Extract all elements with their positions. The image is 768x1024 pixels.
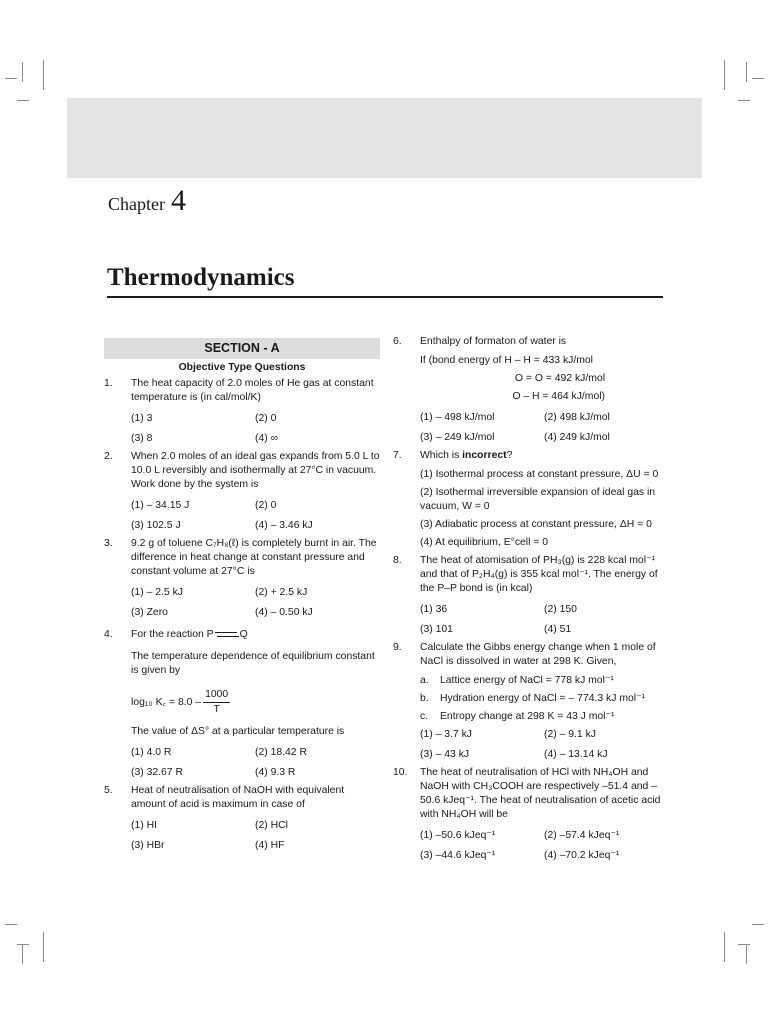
option: (4) ∞ <box>255 433 278 444</box>
crop-mark <box>17 944 29 945</box>
option: (2) 498 kJ/mol <box>544 412 610 423</box>
option: (4) –70.2 kJeq⁻¹ <box>544 850 620 861</box>
option: (1) – 3.7 kJ <box>420 729 472 740</box>
option: (1) HI <box>131 820 157 831</box>
option: (1) – 34.15 J <box>131 500 190 511</box>
crop-mark <box>43 60 44 90</box>
given-list <box>420 674 663 724</box>
item-letter: b. <box>420 693 429 704</box>
options <box>420 728 663 762</box>
question-number: 9. <box>393 642 402 653</box>
bond-energy-line: O – H = 464 kJ/mol) <box>512 391 605 402</box>
item-text: Lattice energy of NaCl = 778 kJ mol⁻¹ <box>440 675 614 686</box>
question-text: When 2.0 moles of an ideal gas expands from 5.0 L to 10.0 L reversibly and isothermally at 27°C in vacuum. Work done by the system is <box>131 451 380 490</box>
crop-mark <box>738 944 750 945</box>
given-item <box>420 674 663 688</box>
question-text: Enthalpy of formaton of water is <box>420 336 567 347</box>
question-text: The heat of neutralisation of HCl with NH₄OH and NaOH with CH₃COOH are respectively –51.4 and –50.6 kJeq⁻¹. The heat of neutralisation of acetic acid with NH₄OH will be <box>420 767 661 820</box>
question-3 <box>104 537 380 620</box>
question-number: 6. <box>393 336 402 347</box>
options <box>420 411 663 445</box>
subheading: Objective Type Questions <box>178 362 306 373</box>
crop-mark <box>22 62 23 82</box>
options <box>420 603 663 637</box>
options <box>131 499 380 533</box>
option: (3) Zero <box>131 607 168 618</box>
options <box>131 819 380 853</box>
option: (2) – 9.1 kJ <box>544 729 596 740</box>
question-7 <box>393 449 663 550</box>
option: (2) 0 <box>255 500 277 511</box>
question-text: Calculate the Gibbs energy change when 1 mole of NaCl is dissolved in water at 298 K. Given, <box>420 642 656 667</box>
question-number: 8. <box>393 555 402 566</box>
question-10 <box>393 766 663 863</box>
page-title: Thermodynamics <box>107 264 295 291</box>
text-emphasis: incorrect <box>462 450 507 461</box>
question-text: The temperature dependence of equilibrium constant is given by <box>131 651 375 676</box>
equation-lhs: log₁₀ K꜀ = 8.0 – <box>131 696 202 708</box>
option: (4) At equilibrium, E°cell = 0 <box>420 537 549 548</box>
option: (2) 0 <box>255 413 277 424</box>
option: (3) –44.6 kJeq⁻¹ <box>420 850 496 861</box>
option: (2) + 2.5 kJ <box>255 587 308 598</box>
option: (4) 249 kJ/mol <box>544 432 610 443</box>
title-rule <box>107 296 663 298</box>
question-number: 4. <box>104 629 113 640</box>
question-text <box>420 449 663 463</box>
option: (3) 102.5 J <box>131 520 181 531</box>
crop-mark <box>752 924 764 925</box>
option: (4) HF <box>255 840 285 851</box>
fraction-denominator: T <box>213 704 220 715</box>
option: (3) 32.67 R <box>131 767 183 778</box>
options <box>131 746 380 780</box>
crop-mark <box>752 78 764 79</box>
option: (2) HCl <box>255 820 288 831</box>
option: (1) – 498 kJ/mol <box>420 412 495 423</box>
options <box>420 468 663 550</box>
left-column <box>104 338 380 857</box>
crop-mark <box>724 932 725 962</box>
option: (4) 9.3 R <box>255 767 296 778</box>
section-heading: SECTION - A <box>104 338 380 359</box>
option: (1) Isothermal process at constant pressure, ΔU = 0 <box>420 469 659 480</box>
question-2 <box>104 450 380 533</box>
option: (2) 18.42 R <box>255 747 307 758</box>
equation-fraction <box>203 688 230 717</box>
question-number: 2. <box>104 451 113 462</box>
option: (3) – 43 kJ <box>420 749 470 760</box>
question-8 <box>393 554 663 637</box>
question-9 <box>393 641 663 762</box>
option: (2) Isothermal irreversible expansion of ideal gas in vacuum, W = 0 <box>420 487 656 512</box>
question-number: 3. <box>104 538 113 549</box>
option: (4) – 3.46 kJ <box>255 520 313 531</box>
option: (1) 3 <box>131 413 153 424</box>
equilibrium-arrow-icon <box>215 631 239 638</box>
question-text: Heat of neutralisation of NaOH with equivalent amount of acid is maximum in case of <box>131 785 345 810</box>
text-part: ? <box>506 450 513 461</box>
crop-mark <box>738 100 750 101</box>
question-text: The heat of atomisation of PH₃(g) is 228 kcal mol⁻¹ and that of P₂H₄(g) is 355 kcal mol⁻¹. The energy of the P–P bond is (in kcal) <box>420 555 658 594</box>
crop-mark <box>746 944 747 964</box>
question-text-2: The value of ΔS° at a particular temperature is <box>131 726 345 737</box>
question-number: 7. <box>393 450 402 461</box>
question-number: 1. <box>104 378 113 389</box>
option: (2) 150 <box>544 604 577 615</box>
question-number: 10. <box>393 767 408 778</box>
question-number: 5. <box>104 785 113 796</box>
bond-energy-line: O = O = 492 kJ/mol <box>514 373 605 384</box>
equation <box>131 688 380 717</box>
option: (1) 4.0 R <box>131 747 172 758</box>
option: (3) 8 <box>131 433 153 444</box>
crop-mark <box>43 932 44 962</box>
given-item <box>420 710 663 724</box>
item-text: Hydration energy of NaCl = – 774.3 kJ mol⁻¹ <box>440 693 646 704</box>
crop-mark <box>724 60 725 90</box>
reaction-line <box>131 628 380 642</box>
fraction-numerator: 1000 <box>203 688 230 703</box>
question-5 <box>104 784 380 853</box>
option: (4) 51 <box>544 624 572 635</box>
question-text: 9.2 g of toluene C₇H₈(ℓ) is completely burnt in air. The difference in heat change at constant pressure and constant volume at 27°C is <box>131 538 377 577</box>
chapter-number: 4 <box>170 184 186 217</box>
question-6 <box>393 335 663 445</box>
crop-mark <box>22 944 23 964</box>
question-4 <box>104 628 380 780</box>
bond-energy-line: If (bond energy of H – H = 433 kJ/mol <box>420 355 593 366</box>
option: (4) – 0.50 kJ <box>255 607 313 618</box>
chapter-label: Chapter <box>108 194 165 214</box>
options <box>420 829 663 863</box>
option: (3) HBr <box>131 840 165 851</box>
question-1 <box>104 377 380 446</box>
question-text: The heat capacity of 2.0 moles of He gas at constant temperature is (in cal/mol/K) <box>131 378 374 403</box>
item-letter: a. <box>420 675 429 686</box>
reaction-lead: For the reaction P <box>131 629 214 640</box>
option: (2) –57.4 kJeq⁻¹ <box>544 830 620 841</box>
option: (3) 101 <box>420 624 453 635</box>
chapter-heading <box>108 184 186 218</box>
right-column <box>393 335 663 867</box>
options <box>131 586 380 620</box>
option: (1) – 2.5 kJ <box>131 587 183 598</box>
crop-mark <box>17 100 29 101</box>
header-band <box>67 98 702 178</box>
given-item <box>420 692 663 706</box>
item-text: Entropy change at 298 K = 43 J mol⁻¹ <box>440 711 615 722</box>
option: (4) – 13.14 kJ <box>544 749 608 760</box>
crop-mark <box>5 78 17 79</box>
option: (3) – 249 kJ/mol <box>420 432 495 443</box>
item-letter: c. <box>420 711 429 722</box>
option: (1) 36 <box>420 604 448 615</box>
option: (3) Adiabatic process at constant pressure, ΔH = 0 <box>420 519 652 530</box>
text-part: Which is <box>420 450 463 461</box>
option: (1) –50.6 kJeq⁻¹ <box>420 830 496 841</box>
options <box>131 412 380 446</box>
crop-mark <box>5 924 17 925</box>
crop-mark <box>746 62 747 82</box>
reaction-product: Q <box>239 629 248 640</box>
